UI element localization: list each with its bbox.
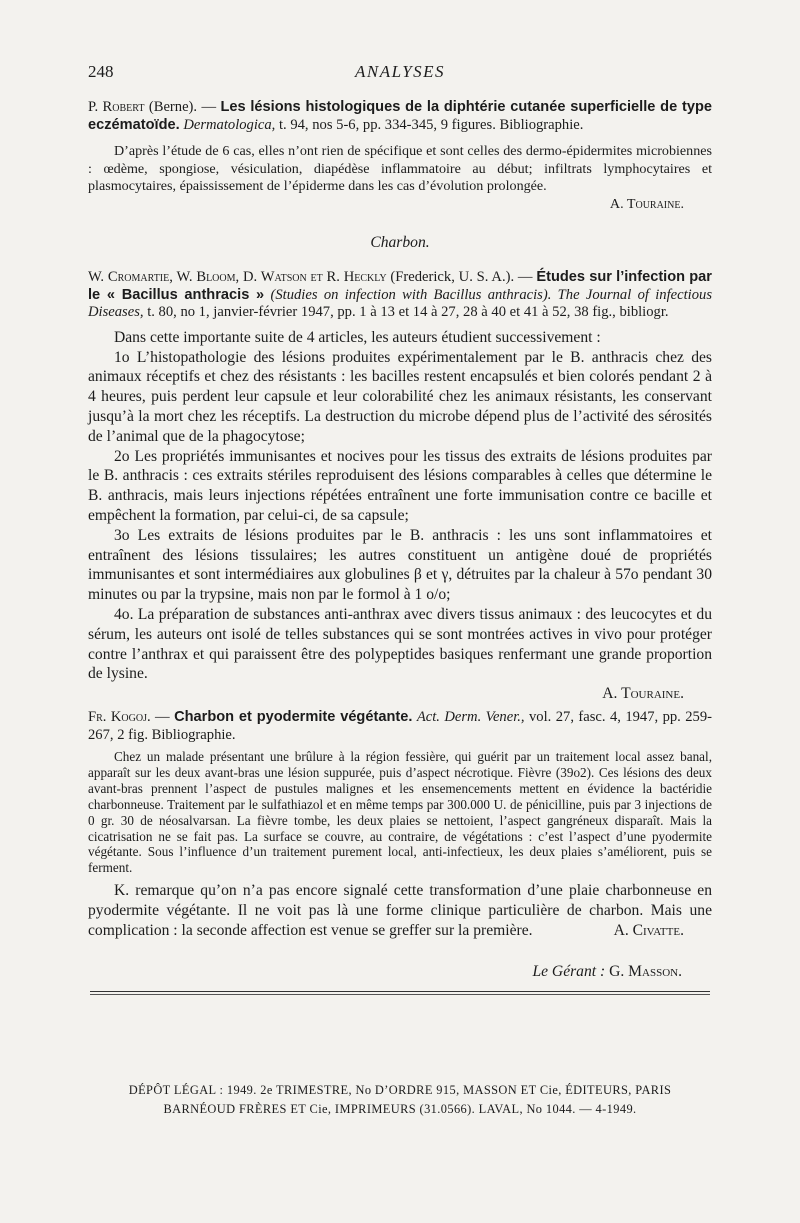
entry-kogoj-citation xyxy=(88,709,712,744)
footer-rule xyxy=(90,991,710,992)
page-number: 248 xyxy=(88,62,114,81)
entry-cromartie-paragraph: 3o Les extraits de lésions produites par le B. anthracis : les uns sont inflammatoires et entraînent des lésions tissulaires; les autres constituent un antigène doué de propriétés immunisantes et sont intermédiaires aux globulines β et γ, détruites par la chaleur à 57o pendant 30 minutes ou par la trypsine, mais non par le formol à 1 o/o; xyxy=(88,526,712,604)
gerant-name: G. Masson. xyxy=(609,962,682,980)
footer-rule xyxy=(90,994,710,995)
entry-location: (Frederick, U. S. A.). — xyxy=(390,269,533,286)
entry-cromartie-paragraph: 1o L’histopathologie des lésions produites expérimentalement par le B. anthracis chez des animaux réceptifs et chez des résistants : les bacilles restent encapsulés et bien colorés pendant 2 à 4 heures, puis perdent leur capsule et leur colorabilité chez les animaux résistants, les conservant jusqu’à la mort chez les réceptifs. La destruction du microbe dépend plus de l’activité des sérosités de l’animal que de la phagocytose; xyxy=(88,348,712,445)
entry-citation: vol. 27, fasc. 4, 1947, pp. 259-267, 2 fig. Bibliographie. xyxy=(88,709,713,743)
entry-kogoj-signature: A. Civatte. xyxy=(613,921,684,939)
entry-journal: The Journal of infectious Diseases, xyxy=(88,286,713,321)
entry-author: P. Robert xyxy=(88,99,145,115)
legal-imprint xyxy=(88,1081,712,1119)
entry-cromartie-citation xyxy=(88,269,712,322)
entry-subtitle: (Studies on infection with Bacillus anthracis). xyxy=(270,286,552,303)
entry-robert-citation xyxy=(88,99,712,134)
entry-journal: Dermatologica, xyxy=(183,116,276,133)
entry-title: Charbon et pyodermite végétante. xyxy=(174,709,413,726)
entry-title: Les lésions histologiques de la diphtérie cutanée superficielle de type eczématoïde. xyxy=(88,99,712,133)
entry-journal: Act. Derm. Vener., xyxy=(416,709,525,726)
entry-kogoj-case: Chez un malade présentant une brûlure à la région fessière, qui guérit par un traitement local assez banal, apparaît sur les deux avant-bras une lésion suppurée, puis d’aspect nécrotique. Fièvre (39o2). Ces lésions des deux avant-bras prennent l’aspect de pustules malignes et les ensemencements mettent en évidence la bactéridie charbonneuse. Traitement par le sulfathiazol et en même temps par 300.000 U. de pénicilline, puis par 3 injections de 0 gr. 30 de néosalvarsan. La fièvre tombe, les deux plaies se nettoient, l’aspect gangréneux disparaît. Mais la cicatrisation ne se fait pas. La surface se couvre, au contraire, de végétations : c’est l’aspect d’une pyodermite végétante. Sous l’influence d’un traitement purement local, anti-infectieux, les deux plaies s’améliorent, puis se ferment. xyxy=(88,749,712,876)
entry-cromartie-paragraph: 2o Les propriétés immunisantes et nocives pour les tissus des extraits de lésions produites par le B. anthracis : ces extraits stériles reproduisent des lésions comparables à celles que détermine le B. anthracis, mais leurs injections répétées entraînent une forte immunisation contre ce bacille et empêchent la formation, par celui-ci, de sa capsule; xyxy=(88,447,712,525)
entry-title: Études sur l’infection par le « Bacillus anthracis » xyxy=(88,269,712,303)
running-title: ANALYSES xyxy=(354,62,446,81)
entry-location: (Berne). xyxy=(148,99,198,115)
section-title: Charbon. xyxy=(370,234,430,252)
entry-robert-abstract: D’après l’étude de 6 cas, elles n’ont rien de spécifique et sont celles des dermo-épidermites microbiennes : œdème, spongiose, vésiculation, diapédèse inflammatoire au début; infiltrats lymphocytaires et plasmocytaires, épaississement de l’épiderme dans les cas d’évolution prolongée. xyxy=(88,143,712,195)
entry-author: Fr. Kogoj. xyxy=(88,709,151,726)
entry-robert-signature: A. Touraine. xyxy=(609,195,684,212)
entry-citation: t. 80, no 1, janvier-février 1947, pp. 1 à 13 et 14 à 27, 28 à 40 et 41 à 52, 38 fig., bibliogr. xyxy=(147,304,669,321)
imprint-line: DÉPÔT LÉGAL : 1949. 2e TRIMESTRE, No D’ORDRE 915, MASSON ET Cie, ÉDITEURS, PARIS xyxy=(128,1083,672,1097)
entry-cromartie-signature: A. Touraine. xyxy=(602,685,684,703)
entry-cromartie-paragraph: 4o. La préparation de substances anti-anthrax avec divers tissus animaux : des leucocytes et du sérum, les auteurs ont isolé de telles substances qui se sont montrées actives in vivo pour protéger contre l’anthrax et qui paraissent être des polypeptides basiques renfermant une grande proportion de lysine. xyxy=(88,606,712,683)
entry-authors: W. Cromartie, W. Bloom, D. Watson et R. Heckly xyxy=(88,269,387,286)
imprint-line: BARNÉOUD FRÈRES ET Cie, IMPRIMEURS (31.0566). LAVAL, No 1044. — 4-1949. xyxy=(163,1102,637,1116)
running-head xyxy=(88,62,712,84)
entry-citation: t. 94, nos 5-6, pp. 334-345, 9 figures. Bibliographie. xyxy=(278,116,584,133)
gerant-label: Le Gérant : xyxy=(532,962,606,980)
entry-dash: — xyxy=(155,709,170,726)
entry-cromartie-paragraph: Dans cette importante suite de 4 articles, les auteurs étudient successivement : xyxy=(114,328,601,346)
entry-dash: — xyxy=(201,99,217,115)
gerant-line xyxy=(88,963,712,981)
page-content xyxy=(88,99,712,995)
entry-kogoj-remark: K. remarque qu’on n’a pas encore signalé cette transformation d’une plaie charbonneuse en pyodermite végétante. Il ne voit pas là une forme clinique particulière de charbon. Mais une complication : la seconde affection est venue se greffer sur la première. xyxy=(88,882,712,939)
